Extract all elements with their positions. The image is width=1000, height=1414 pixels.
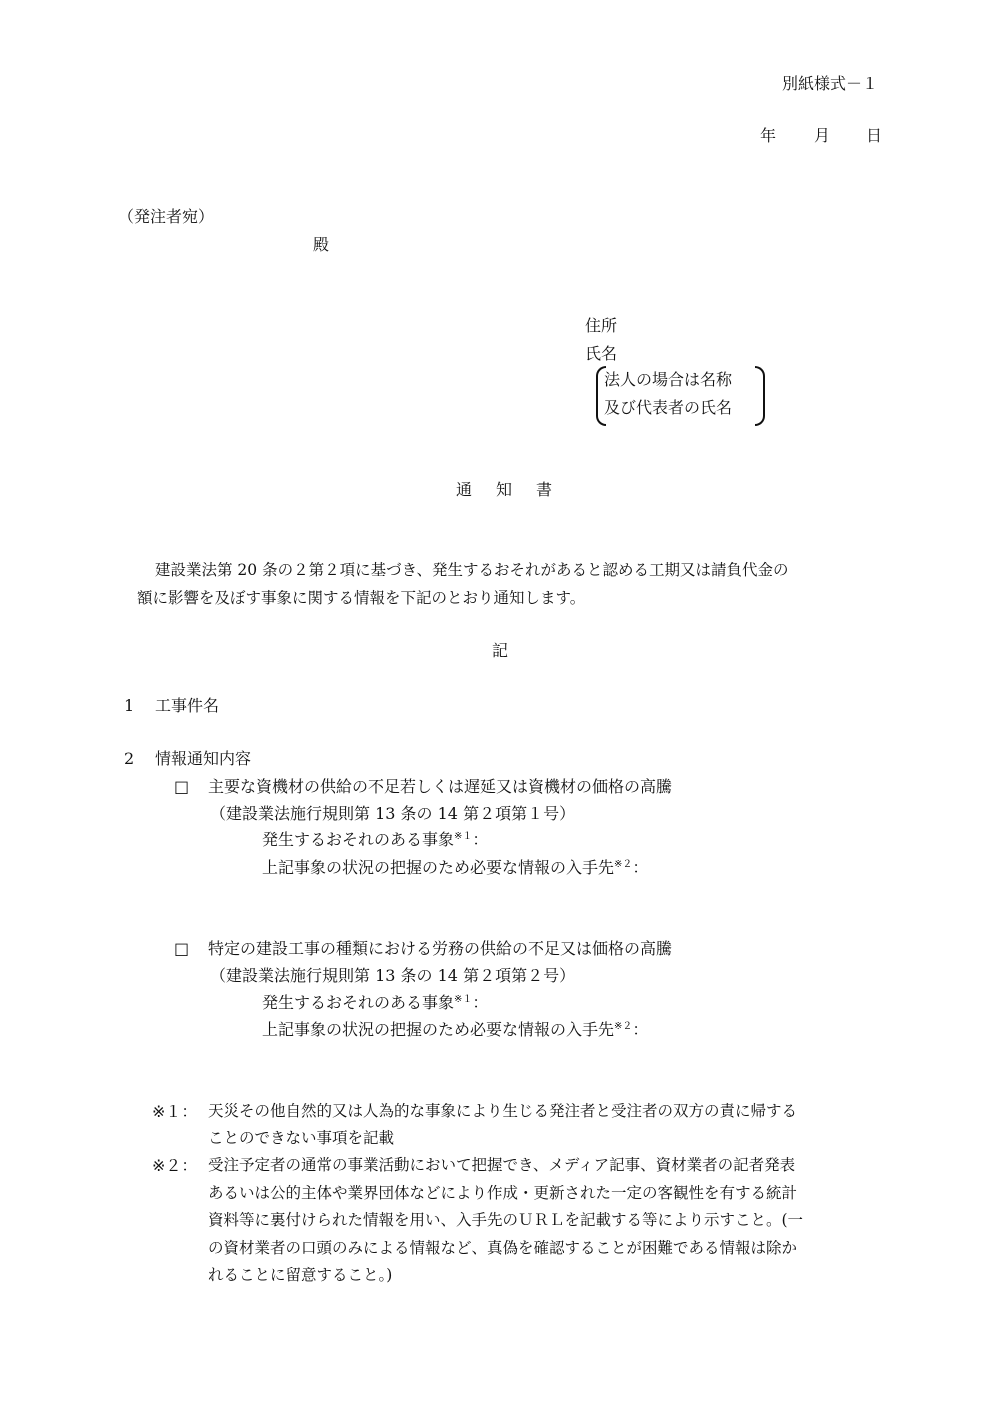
- checkbox[interactable]: □: [174, 777, 190, 796]
- date-year: 年: [760, 126, 777, 145]
- source-mark: ※２: [614, 1021, 633, 1032]
- sender-name-label: 氏名: [585, 344, 618, 363]
- note-line: 受注予定者の通常の事業活動において把握でき、メディア記事、資材業者の記者発表: [208, 1156, 796, 1174]
- item-number: 2: [124, 749, 135, 768]
- event-line: [262, 832, 488, 848]
- note-line: 天災その他自然的又は人為的な事象により生じる発注者と受注者の双方の責に帰する: [208, 1102, 798, 1120]
- date-day: 日: [866, 126, 883, 145]
- source-label: 上記事象の状況の把握のため必要な情報の入手先: [262, 858, 615, 877]
- event-label: 発生するおそれのある事象: [262, 993, 455, 1012]
- note-line: 資料等に裏付けられた情報を用い、入手先のＵＲＬを記載する等により示すこと。(一: [208, 1211, 804, 1229]
- note-mark: ※１：: [152, 1102, 198, 1121]
- note-mark: ※２：: [152, 1156, 198, 1175]
- source-colon: ：: [632, 858, 649, 877]
- source-mark: ※２: [614, 859, 633, 870]
- intro-line2: 額に影響を及ぼす事象に関する情報を下記のとおり通知します。: [137, 589, 586, 607]
- source-line: [262, 860, 648, 876]
- note-line: の資材業者の口頭のみによる情報など、真偽を確認することが困難である情報は除か: [208, 1239, 798, 1257]
- event-mark: ※１: [454, 831, 473, 842]
- addressee-honorific: 殿: [313, 235, 330, 254]
- event-line: [262, 995, 488, 1011]
- form-label: 別紙様式－１: [781, 74, 878, 93]
- corporate-note-line1: 法人の場合は名称: [604, 370, 733, 389]
- right-bracket: [755, 366, 765, 426]
- option-basis: （建設業法施行規則第 13 条の 14 第２項第２号）: [210, 966, 576, 985]
- addressee-label: （発注者宛）: [118, 207, 215, 226]
- source-line: [262, 1022, 648, 1038]
- source-colon: ：: [632, 1020, 649, 1039]
- note-line: れることに留意すること。): [208, 1266, 393, 1284]
- note-line: あるいは公的主体や業界団体などにより作成・更新された一定の客観性を有する統計: [208, 1184, 798, 1202]
- sender-address-label: 住所: [585, 316, 618, 335]
- option-title: 主要な資機材の供給の不足若しくは遅延又は資機材の価格の高騰: [208, 777, 673, 796]
- option-basis: （建設業法施行規則第 13 条の 14 第２項第１号）: [210, 804, 576, 823]
- checkbox[interactable]: □: [174, 939, 190, 958]
- event-mark: ※１: [454, 994, 473, 1005]
- item-number: 1: [124, 696, 135, 715]
- date-month: 月: [814, 126, 831, 145]
- option-title: 特定の建設工事の種類における労務の供給の不足又は価格の高騰: [208, 939, 673, 958]
- document-title: 通 知 書: [456, 480, 557, 499]
- note-line: ことのできない事項を記載: [208, 1129, 395, 1147]
- event-colon: ：: [472, 993, 489, 1012]
- intro-line1: 建設業法第 20 条の２第２項に基づき、発生するおそれがあると認める工期又は請負代金の: [155, 561, 789, 579]
- source-label: 上記事象の状況の把握のため必要な情報の入手先: [262, 1020, 615, 1039]
- event-label: 発生するおそれのある事象: [262, 830, 455, 849]
- item-label: 工事件名: [155, 696, 220, 715]
- ki-heading: 記: [492, 641, 509, 660]
- item-label: 情報通知内容: [155, 749, 252, 768]
- corporate-note-line2: 及び代表者の氏名: [604, 398, 733, 417]
- event-colon: ：: [472, 830, 489, 849]
